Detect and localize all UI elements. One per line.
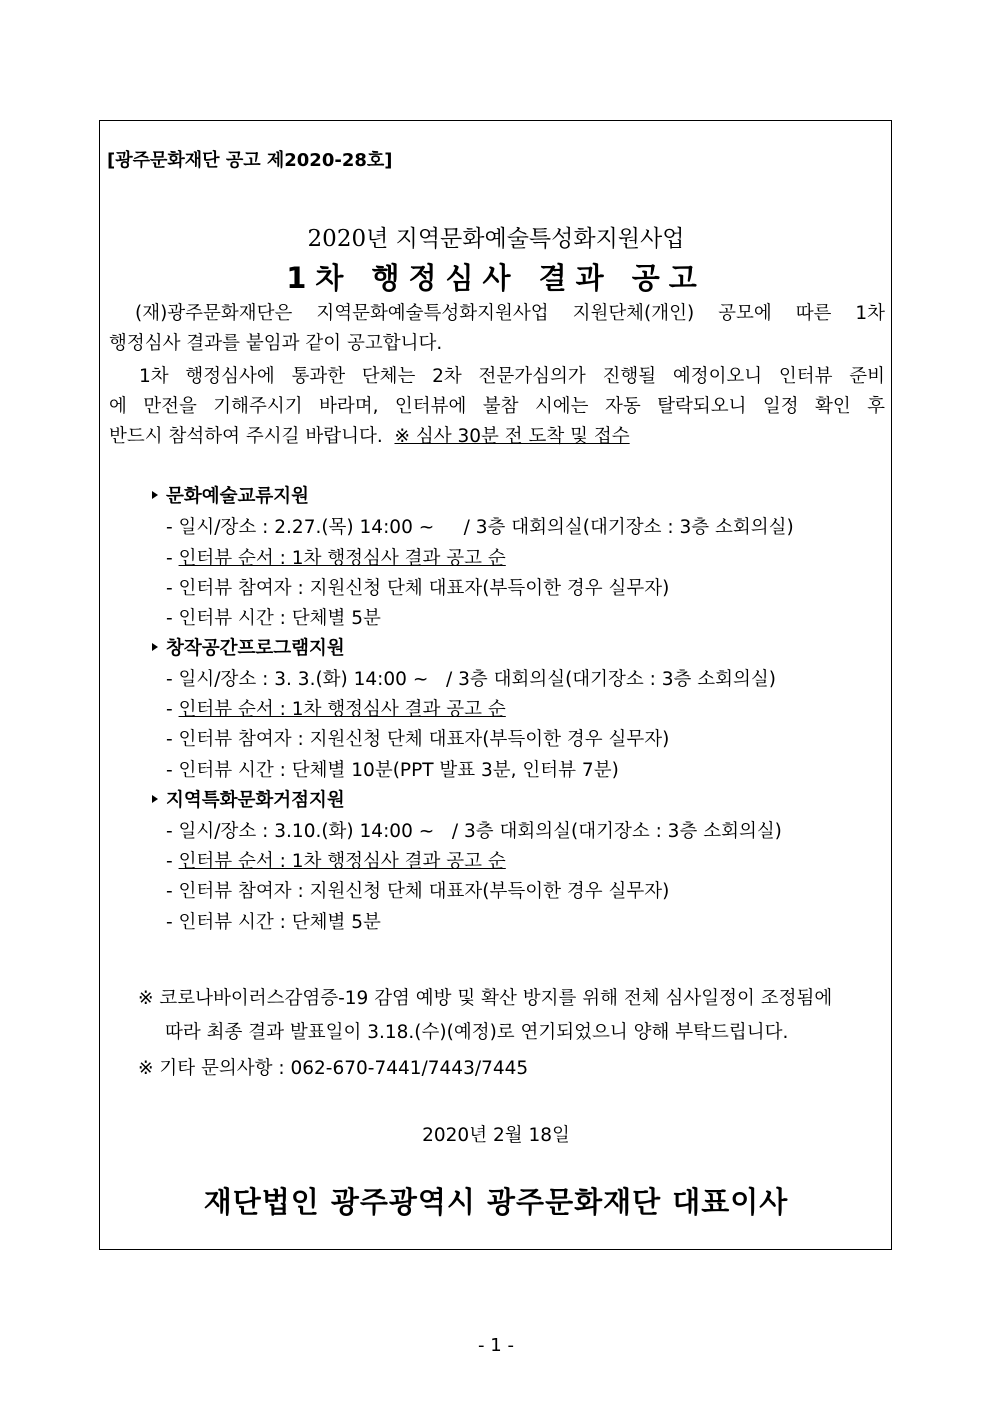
section-regional-hub-participants: - 인터뷰 참여자 : 지원신청 단체 대표자(부득이한 경우 실무자) bbox=[166, 881, 670, 902]
covid-notice-line1: ※ 코로나바이러스감염증-19 감염 예방 및 확산 방지를 위해 전체 심사일정이 조정됨에 bbox=[138, 988, 833, 1009]
section-title-regional-hub: 지역특화문화거점지원 bbox=[152, 786, 345, 812]
section-title-creative-space: 창작공간프로그램지원 bbox=[152, 634, 345, 660]
section-creative-space-participants: - 인터뷰 참여자 : 지원신청 단체 대표자(부득이한 경우 실무자) bbox=[166, 729, 670, 750]
signer: 재단법인 광주광역시 광주문화재단 대표이사 bbox=[203, 1185, 789, 1219]
section-creative-space-duration: - 인터뷰 시간 : 단체별 10분(PPT 발표 3분, 인터뷰 7분) bbox=[166, 760, 619, 781]
contact-info: ※ 기타 문의사항 : 062-670-7441/7443/7445 bbox=[138, 1058, 529, 1079]
notice-date: 2020년 2월 18일 bbox=[422, 1125, 570, 1146]
intro-p2-line3 bbox=[109, 422, 885, 452]
section-regional-hub-schedule: - 일시/장소 : 3.10.(화) 14:00 ~ / 3층 대회의실(대기장소 : 3층 소회의실) bbox=[166, 821, 782, 842]
intro-p2-line3-text: 반드시 참석하여 주시길 바랍니다. bbox=[109, 426, 383, 447]
page-number: - 1 - bbox=[478, 1335, 514, 1356]
intro-p1-line1: (재)광주문화재단은 지역문화예술특성화지원사업 지원단체(개인) 공모에 따른 1차 bbox=[135, 303, 885, 324]
section-exchange-order: - 인터뷰 순서 : 1차 행정심사 결과 공고 순 bbox=[166, 548, 506, 569]
intro-p2-line1: 1차 행정심사에 통과한 단체는 2차 전문가심의가 진행될 예정이오니 인터뷰 준비 bbox=[139, 366, 885, 387]
section-exchange-schedule: - 일시/장소 : 2.27.(목) 14:00 ~ / 3층 대회의실(대기장소 : 3층 소회의실) bbox=[166, 517, 794, 538]
triangle-bullet-icon bbox=[152, 491, 158, 499]
section-title-exchange: 문화예술교류지원 bbox=[152, 482, 309, 508]
notice-number: [광주문화재단 공고 제2020-28호] bbox=[107, 150, 393, 171]
section-regional-hub-duration: - 인터뷰 시간 : 단체별 5분 bbox=[166, 912, 381, 933]
section-regional-hub-order: - 인터뷰 순서 : 1차 행정심사 결과 공고 순 bbox=[166, 851, 506, 872]
covid-notice-line2: 따라 최종 결과 발표일이 3.18.(수)(예정)로 연기되었으니 양해 부탁드립니다. bbox=[165, 1022, 789, 1043]
notice-subtitle: 2020년 지역문화예술특성화지원사업 bbox=[307, 226, 685, 252]
notice-title: 1차 행정심사 결과 공고 bbox=[286, 261, 706, 295]
arrival-notice: ※ 심사 30분 전 도착 및 접수 bbox=[394, 426, 630, 447]
triangle-bullet-icon bbox=[152, 795, 158, 803]
section-exchange-duration: - 인터뷰 시간 : 단체별 5분 bbox=[166, 608, 381, 629]
intro-p1-line2: 행정심사 결과를 붙임과 같이 공고합니다. bbox=[109, 333, 443, 354]
section-exchange-participants: - 인터뷰 참여자 : 지원신청 단체 대표자(부득이한 경우 실무자) bbox=[166, 578, 670, 599]
triangle-bullet-icon bbox=[152, 643, 158, 651]
section-creative-space-schedule: - 일시/장소 : 3. 3.(화) 14:00 ~ / 3층 대회의실(대기장소 : 3층 소회의실) bbox=[166, 669, 777, 690]
section-creative-space-order: - 인터뷰 순서 : 1차 행정심사 결과 공고 순 bbox=[166, 699, 506, 720]
intro-p2-line2: 에 만전을 기해주시기 바라며, 인터뷰에 불참 시에는 자동 탈락되오니 일정 확인 후 bbox=[109, 396, 885, 417]
